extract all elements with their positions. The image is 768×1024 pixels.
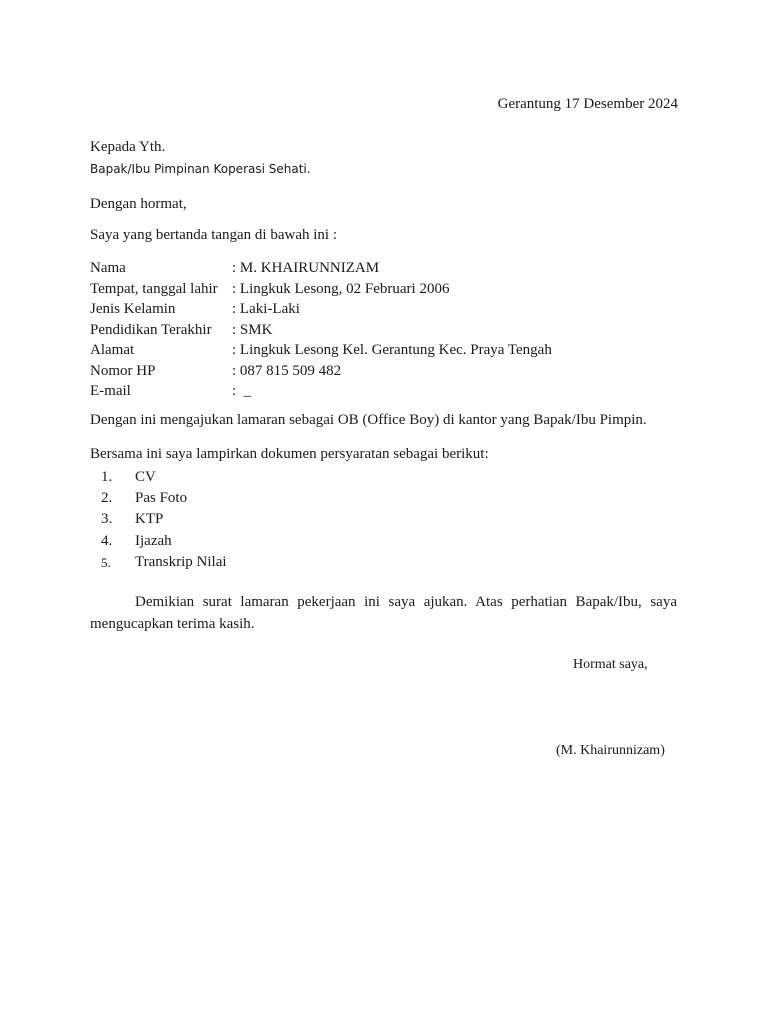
regards: Hormat saya,	[573, 657, 648, 672]
list-label: Ijazah	[135, 532, 172, 549]
detail-row-education	[90, 320, 552, 341]
list-label: Pas Foto	[135, 490, 188, 507]
list-label: KTP	[135, 511, 164, 528]
list-item	[90, 552, 227, 573]
detail-row-email	[90, 381, 552, 402]
list-item	[90, 488, 227, 509]
greeting: Dengan hormat,	[90, 196, 187, 212]
detail-row-birth	[90, 279, 552, 300]
list-number: 1.	[101, 469, 113, 485]
detail-label: Jenis Kelamin	[90, 301, 176, 317]
list-label: CV	[135, 469, 156, 485]
detail-value: : SMK	[232, 321, 273, 338]
attachments-intro: Bersama ini saya lampirkan dokumen persyaratan sebagai berikut:	[90, 446, 489, 462]
list-item	[90, 531, 227, 552]
list-number: 2.	[101, 490, 113, 507]
detail-row-address	[90, 340, 552, 361]
list-item	[90, 509, 227, 530]
detail-value: : Laki-Laki	[232, 301, 300, 317]
detail-value: : 087 815 509 482	[232, 362, 342, 379]
detail-value: : Lingkuk Lesong, 02 Februari 2006	[232, 280, 450, 297]
list-number: 5.	[101, 554, 111, 570]
letter-date: Gerantung 17 Desember 2024	[497, 96, 678, 112]
intro-line: Saya yang bertanda tangan di bawah ini :	[90, 227, 338, 243]
list-number: 3.	[101, 511, 113, 528]
detail-value: : Lingkuk Lesong Kel. Gerantung Kec. Praya Tengah	[232, 342, 552, 358]
detail-row-phone	[90, 361, 552, 382]
detail-label: Alamat	[90, 342, 135, 358]
closing-paragraph: Demikian surat lamaran pekerjaan ini saya ajukan. Atas perhatian Bapak/Ibu, saya mengucapkan terima kasih.	[90, 594, 677, 632]
application-statement: Dengan ini mengajukan lamaran sebagai OB (Office Boy) di kantor yang Bapak/Ibu Pimpin.	[90, 412, 647, 428]
applicant-details	[90, 258, 552, 402]
list-number: 4.	[101, 532, 113, 549]
list-label: Transkrip Nilai	[135, 553, 227, 570]
detail-label: E-mail	[90, 383, 131, 399]
detail-label: Tempat, tanggal lahir	[90, 280, 218, 297]
recipient-salutation: Kepada Yth.	[90, 139, 166, 155]
detail-value: : _	[232, 383, 252, 399]
detail-row-gender	[90, 299, 552, 320]
recipient-addressee: Bapak/Ibu Pimpinan Koperasi Sehati.	[90, 162, 311, 176]
signatory-name: (M. Khairunnizam)	[556, 743, 665, 758]
detail-label: Nama	[90, 260, 126, 276]
detail-row-name	[90, 258, 552, 279]
attachments-list	[90, 467, 227, 573]
detail-label: Nomor HP	[90, 362, 156, 379]
list-item	[90, 467, 227, 488]
detail-label: Pendidikan Terakhir	[90, 321, 212, 338]
detail-value: : M. KHAIRUNNIZAM	[232, 260, 380, 276]
